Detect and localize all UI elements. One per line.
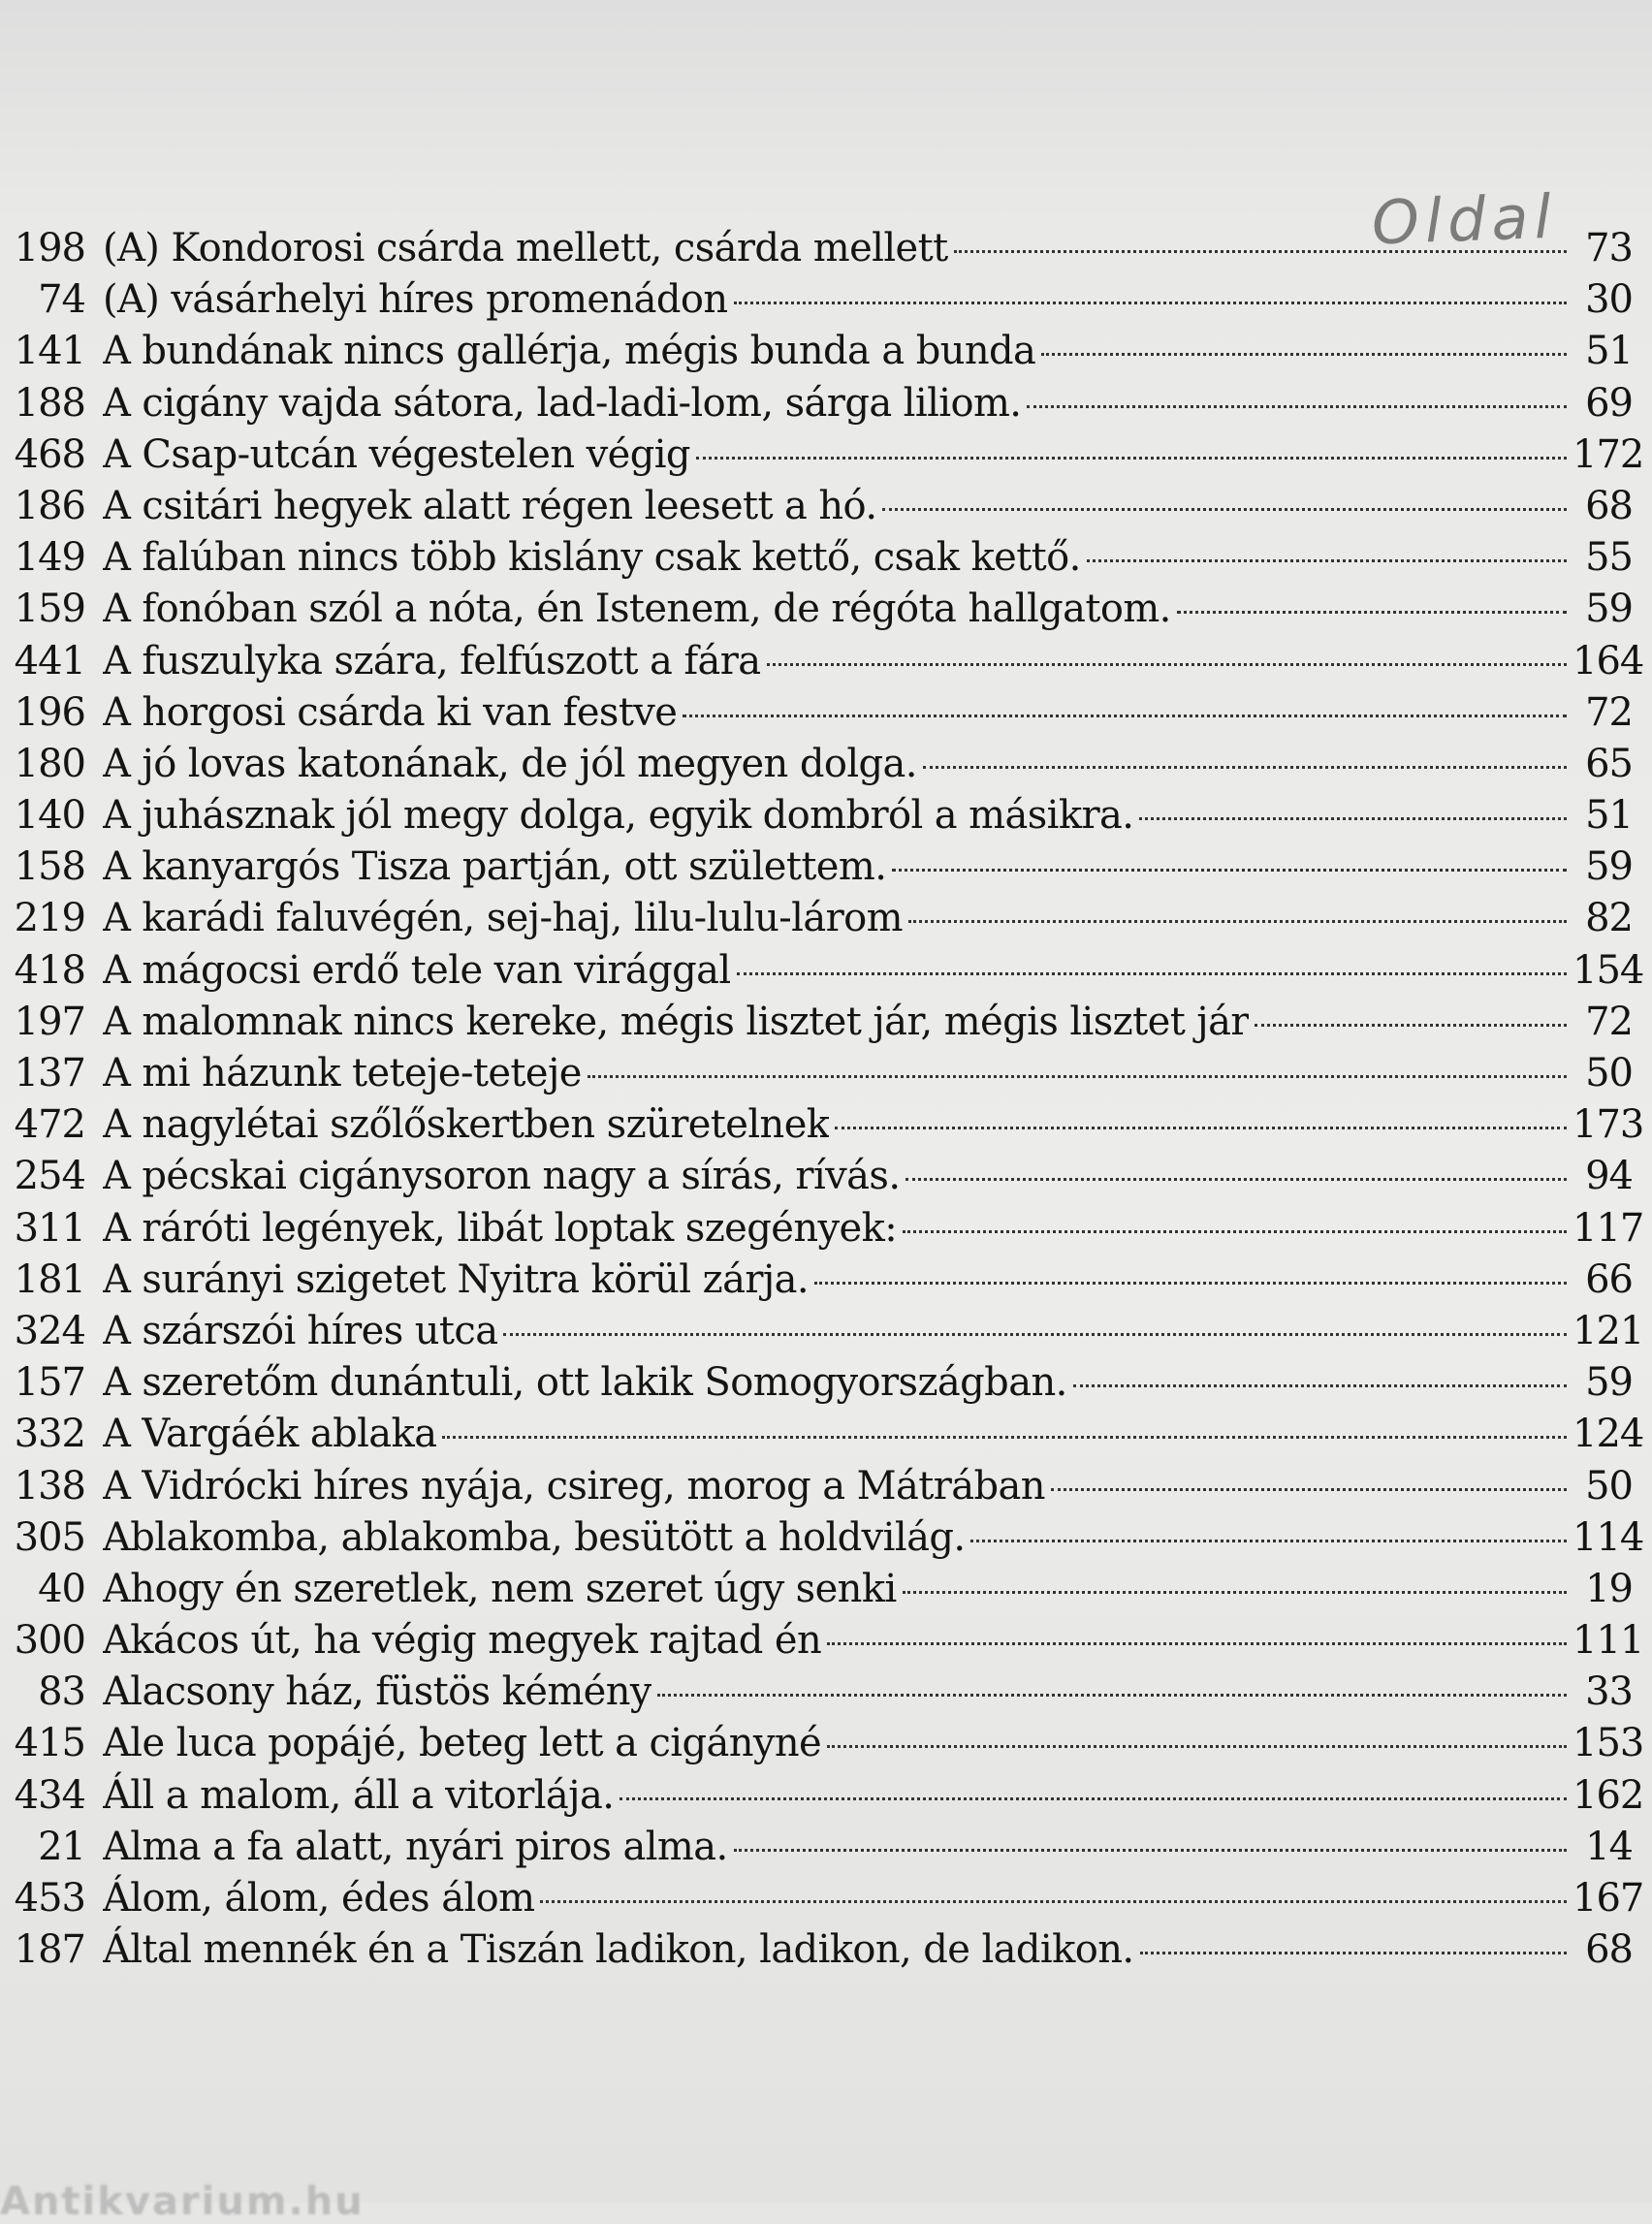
index-entry	[8, 1615, 1644, 1667]
dot-leader	[923, 766, 1567, 769]
index-entry	[8, 584, 1633, 635]
entry-title: A mi házunk teteje-teteje	[103, 1051, 582, 1096]
entry-number: 21	[38, 1824, 85, 1869]
entry-number: 254	[14, 1154, 85, 1199]
entry-number: 40	[38, 1566, 85, 1611]
entry-number: 305	[14, 1514, 85, 1560]
dot-leader	[657, 1694, 1567, 1697]
entry-page: 173	[1573, 1102, 1644, 1148]
entry-page: 153	[1573, 1721, 1644, 1766]
entry-number: 159	[14, 587, 85, 632]
entry-page: 59	[1585, 1360, 1633, 1406]
entry-number: 418	[14, 947, 85, 993]
entry-number: 188	[14, 380, 85, 426]
index-entry	[8, 1357, 1633, 1409]
entry-page: 68	[1585, 1927, 1633, 1973]
entry-number: 453	[14, 1876, 85, 1921]
entry-title: A bundának nincs gallérja, mégis bunda a bunda	[103, 329, 1036, 374]
entry-page: 51	[1585, 329, 1633, 374]
index-entry	[8, 1873, 1644, 1924]
entry-title: Áll a malom, áll a vitorlája.	[103, 1772, 615, 1818]
dot-leader	[767, 663, 1567, 666]
index-entry	[8, 1306, 1644, 1357]
entry-page: 172	[1573, 431, 1644, 477]
entry-number: 180	[14, 741, 85, 786]
dot-leader	[1139, 817, 1567, 820]
entry-title: A fuszulyka szára, felfúszott a fára	[103, 638, 761, 683]
entry-title: Akácos út, ha végig megyek rajtad én	[103, 1618, 822, 1664]
entry-page: 66	[1585, 1256, 1633, 1302]
entry-number: 300	[14, 1618, 85, 1664]
entry-title: A karádi faluvégén, sej-haj, lilu-lulu-lárom	[103, 896, 903, 941]
dot-leader	[892, 869, 1567, 872]
entry-title: A Csap-utcán végestelen végig	[103, 431, 690, 477]
index-entry	[8, 378, 1633, 429]
entry-page: 124	[1573, 1412, 1644, 1457]
entry-page: 111	[1573, 1618, 1644, 1664]
index-entry	[8, 274, 1633, 326]
entry-page: 73	[1585, 226, 1633, 270]
entry-number: 83	[38, 1669, 85, 1715]
entry-page: 59	[1585, 844, 1633, 890]
entry-page: 65	[1585, 741, 1633, 786]
entry-title: A nagylétai szőlőskertben szüretelnek	[103, 1102, 830, 1148]
entry-page: 162	[1573, 1772, 1644, 1818]
entry-page: 19	[1585, 1566, 1633, 1611]
entry-title: A surányi szigetet Nyitra körül zárja.	[103, 1256, 810, 1302]
entry-number: 196	[14, 689, 85, 735]
entry-page: 69	[1585, 380, 1633, 426]
dot-leader	[1073, 1384, 1567, 1387]
song-index-list	[8, 223, 1644, 1976]
dot-leader	[734, 1849, 1567, 1852]
entry-title: A szárszói híres utca	[103, 1308, 498, 1353]
entry-title: Alma a fa alatt, nyári piros alma.	[103, 1824, 728, 1869]
entry-title: Ablakomba, ablakomba, besütött a holdvilág.	[103, 1514, 966, 1560]
entry-number: 198	[14, 226, 85, 270]
entry-number: 157	[14, 1360, 85, 1406]
index-entry	[8, 842, 1633, 893]
entry-page: 59	[1585, 587, 1633, 632]
entry-title: A juhásznak jól megy dolga, egyik dombról a másikra.	[103, 793, 1134, 839]
entry-page: 50	[1585, 1463, 1633, 1509]
entry-title: A mágocsi erdő tele van virággal	[103, 947, 731, 993]
entry-number: 137	[14, 1051, 85, 1096]
index-entry	[8, 1203, 1644, 1255]
entry-number: 468	[14, 431, 85, 477]
entry-title: A kanyargós Tisza partján, ott születtem.	[103, 844, 887, 890]
entry-page: 55	[1585, 535, 1633, 581]
entry-number: 187	[14, 1927, 85, 1973]
watermark-text: Antikvarium.hu	[0, 2179, 365, 2224]
index-entry	[8, 1924, 1633, 1976]
dot-leader	[442, 1436, 1567, 1439]
index-entry	[8, 326, 1633, 377]
dot-leader	[696, 457, 1567, 460]
entry-page: 117	[1573, 1205, 1644, 1251]
dot-leader	[737, 972, 1567, 975]
entry-page: 68	[1585, 483, 1633, 528]
index-entry	[8, 997, 1633, 1048]
entry-number: 219	[14, 896, 85, 941]
dot-leader	[1140, 1952, 1568, 1954]
index-entry	[8, 1409, 1644, 1460]
index-entry	[8, 893, 1633, 944]
dot-leader	[620, 1797, 1567, 1800]
dot-leader	[1051, 1488, 1567, 1491]
entry-title: A horgosi csárda ki van festve	[103, 689, 678, 735]
dot-leader	[835, 1127, 1567, 1129]
index-entry	[8, 945, 1644, 997]
entry-number: 149	[14, 535, 85, 581]
dot-leader	[882, 508, 1567, 511]
index-entry	[8, 636, 1644, 687]
entry-number: 441	[14, 638, 85, 683]
index-entry	[8, 429, 1644, 481]
entry-title: Alacsony ház, füstös kémény	[103, 1669, 651, 1715]
dot-leader	[1255, 1024, 1567, 1027]
index-entry	[8, 481, 1633, 532]
entry-number: 197	[14, 999, 85, 1044]
entry-title: Álom, álom, édes álom	[103, 1876, 535, 1921]
dot-leader	[903, 1230, 1567, 1233]
entry-title: (A) Kondorosi csárda mellett, csárda mellett	[103, 226, 948, 270]
index-entry	[8, 1822, 1633, 1873]
entry-title: A ráróti legények, libát loptak szegények:	[103, 1205, 898, 1251]
entry-title: Ale luca popájé, beteg lett a cigányné	[103, 1721, 822, 1766]
index-entry	[8, 687, 1633, 739]
entry-title: A falúban nincs több kislány csak kettő, csak kettő.	[103, 535, 1081, 581]
entry-title: A szeretőm dunántuli, ott lakik Somogyországban.	[103, 1360, 1067, 1406]
entry-title: Által mennék én a Tiszán ladikon, ladikon, de ladikon.	[103, 1927, 1134, 1973]
entry-number: 415	[14, 1721, 85, 1766]
entry-page: 164	[1573, 638, 1644, 683]
dot-leader	[905, 1178, 1567, 1181]
entry-number: 138	[14, 1463, 85, 1509]
index-entry	[8, 1255, 1633, 1306]
index-entry	[8, 1151, 1633, 1202]
dot-leader	[1041, 353, 1567, 356]
entry-page: 114	[1573, 1514, 1644, 1560]
entry-title: A Vidrócki híres nyája, csireg, morog a Mátrában	[103, 1463, 1045, 1509]
entry-page: 50	[1585, 1051, 1633, 1096]
entry-page: 94	[1585, 1154, 1633, 1199]
entry-page: 51	[1585, 793, 1633, 839]
index-entry	[8, 790, 1633, 842]
entry-number: 140	[14, 793, 85, 839]
index-entry	[8, 223, 1633, 274]
entry-page: 14	[1585, 1824, 1633, 1869]
dot-leader	[908, 920, 1567, 923]
entry-page: 154	[1573, 947, 1644, 993]
entry-number: 332	[14, 1412, 85, 1457]
entry-number: 158	[14, 844, 85, 890]
dot-leader	[683, 715, 1567, 717]
entry-title: Ahogy én szeretlek, nem szeret úgy senki	[103, 1566, 897, 1611]
index-entry	[8, 532, 1633, 584]
dot-leader	[903, 1591, 1567, 1594]
dot-leader	[827, 1642, 1567, 1645]
entry-number: 186	[14, 483, 85, 528]
entry-page: 30	[1585, 277, 1633, 323]
index-entry	[8, 1461, 1633, 1512]
index-entry	[8, 739, 1633, 790]
index-entry	[8, 1048, 1633, 1099]
entry-number: 141	[14, 329, 85, 374]
dot-leader	[540, 1900, 1567, 1903]
dot-leader	[1177, 611, 1567, 614]
dot-leader	[588, 1075, 1567, 1078]
entry-title: (A) vásárhelyi híres promenádon	[103, 277, 728, 323]
entry-number: 311	[14, 1205, 85, 1251]
entry-title: A malomnak nincs kereke, mégis lisztet jár, mégis lisztet jár	[103, 999, 1249, 1044]
entry-number: 74	[38, 277, 85, 323]
dot-leader	[814, 1282, 1567, 1285]
index-entry	[8, 1512, 1644, 1564]
dot-leader	[503, 1333, 1567, 1336]
entry-page: 72	[1585, 999, 1633, 1044]
entry-page: 82	[1585, 896, 1633, 941]
dot-leader	[827, 1745, 1567, 1748]
dot-leader	[970, 1540, 1567, 1542]
entry-title: A jó lovas katonának, de jól megyen dolga.	[103, 741, 917, 786]
handwritten-annotation: Oldal	[1370, 180, 1558, 259]
entry-title: A pécskai cigánysoron nagy a sírás, rívás.	[103, 1154, 901, 1199]
entry-title: A Vargáék ablaka	[103, 1412, 437, 1457]
entry-title: A csitári hegyek alatt régen leesett a hó.	[103, 483, 877, 528]
entry-number: 434	[14, 1772, 85, 1818]
index-entry	[8, 1770, 1644, 1822]
entry-number: 472	[14, 1102, 85, 1148]
dot-leader	[1027, 405, 1567, 408]
dot-leader	[734, 302, 1567, 304]
index-entry	[8, 1564, 1633, 1615]
entry-page: 33	[1585, 1669, 1633, 1715]
entry-number: 324	[14, 1308, 85, 1353]
entry-title: A fonóban szól a nóta, én Istenem, de régóta hallgatom.	[103, 587, 1171, 632]
index-entry	[8, 1718, 1644, 1769]
index-entry	[8, 1099, 1644, 1151]
dot-leader	[1087, 559, 1567, 562]
entry-page: 72	[1585, 689, 1633, 735]
index-entry	[8, 1667, 1633, 1718]
entry-number: 181	[14, 1256, 85, 1302]
entry-title: A cigány vajda sátora, lad-ladi-lom, sárga liliom.	[103, 380, 1022, 426]
entry-page: 121	[1573, 1308, 1644, 1353]
entry-page: 167	[1573, 1876, 1644, 1921]
dot-leader	[954, 250, 1567, 253]
